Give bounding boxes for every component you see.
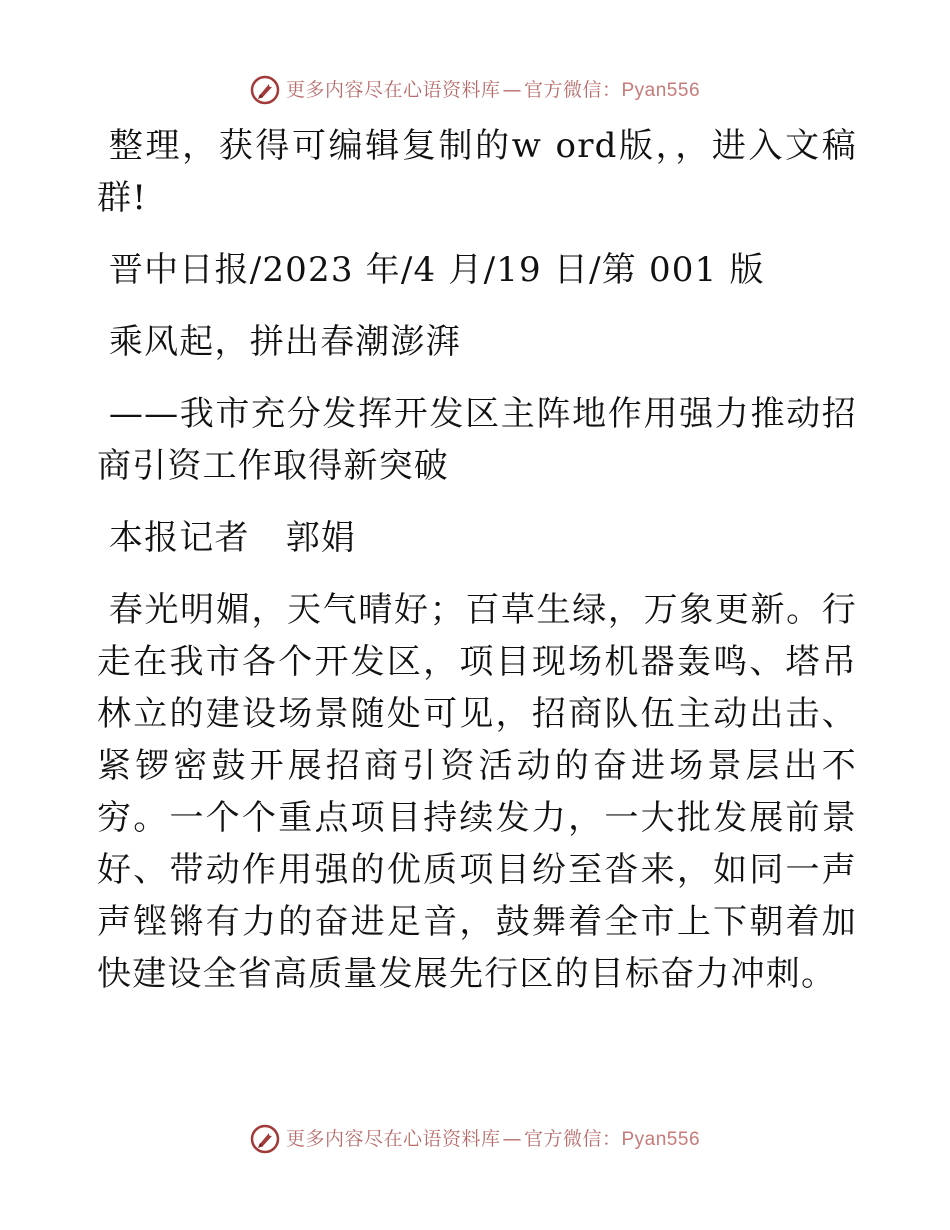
byline: 本报记者 郭娟 — [108, 518, 357, 558]
wechat-id: Pyan556 — [621, 1128, 701, 1150]
header-banner — [0, 70, 950, 110]
wechat-label: 官方微信： — [523, 1127, 622, 1150]
intro-line: 整理，获得可编辑复制的w ord版，，进入文稿群! — [97, 126, 857, 218]
headline: 乘风起，拼出春潮澎湃 — [108, 322, 461, 362]
wechat-label: 官方微信： — [523, 78, 622, 101]
footer-banner — [0, 1119, 950, 1159]
pen-nib-logo-icon — [250, 1124, 280, 1154]
document-body — [97, 120, 857, 1000]
banner-text: 更多内容尽在心语资料库 — [285, 1127, 501, 1150]
pen-nib-logo-icon — [250, 75, 280, 105]
banner-text: 更多内容尽在心语资料库 — [285, 78, 501, 101]
banner-separator: — — [502, 78, 522, 101]
wechat-id: Pyan556 — [621, 79, 701, 101]
banner-separator: — — [502, 1127, 522, 1150]
body-paragraph: 春光明媚，天气晴好；百草生绿，万象更新。行走在我市各个开发区，项目现场机器轰鸣、塔吊林立的建设场景随处可见，招商队伍主动出击、紧锣密鼓开展招商引资活动的奋进场景层出不穷。一个个重点项目持续发力，一大批发展前景好、带动作用强的优质项目纷至沓来，如同一声声铿锵有力的奋进足音，鼓舞着全市上下朝着加快建设全省高质量发展先行区的目标奋力冲刺。 — [97, 590, 857, 994]
source-line: 晋中日报/2023 年/4 月/19 日/第 001 版 — [108, 250, 765, 290]
subheadline: ——我市充分发挥开发区主阵地作用强力推动招商引资工作取得新突破 — [97, 394, 857, 486]
